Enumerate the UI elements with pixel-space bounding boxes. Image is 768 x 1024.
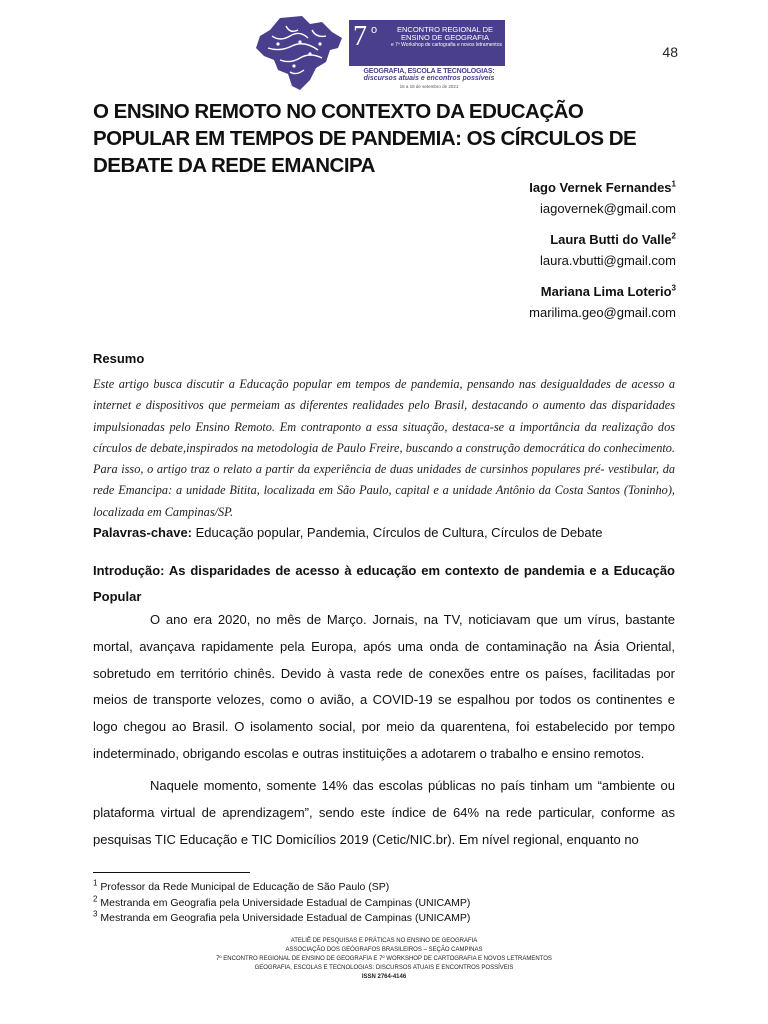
keywords-label: Palavras-chave: xyxy=(93,525,193,540)
section-heading: Introdução: As disparidades de acesso à educação em contexto de pandemia e a Educação Popular xyxy=(93,563,675,604)
footer-line: GEOGRAFIA, ESCOLAS E TECNOLOGIAS: DISCURSOS ATUAIS E ENCONTROS POSSÍVEIS xyxy=(254,965,514,971)
body-paragraph: O ano era 2020, no mês de Março. Jornais, na TV, noticiavam que um vírus, bastante mortal, avançava rapidamente pela Europa, após uma onda de contaminação na Ásia Oriental, sobretudo em território chinês. Devido à vasta rede de conexões entre os países, facilitadas por meios de transporte velozes, como o avião, a COVID-19 se espalhou por todos os continentes e logo chegou ao Brasil. O isolamento social, por meio da quarentena, foi estabelecido por tempo indeterminado, obrigando escolas e outras instituições a adotarem o trabalho e ensino remotos. xyxy=(93,612,675,761)
author-email: laura.vbutti@gmail.com xyxy=(539,253,676,268)
event-logo-box xyxy=(349,20,505,66)
abstract-heading: Resumo xyxy=(93,351,145,366)
event-theme-line1: GEOGRAFIA, ESCOLA E TECNOLOGIAS: xyxy=(363,68,495,75)
footer-issn: ISSN 2764-4146 xyxy=(361,974,407,980)
event-title: ENCONTRO REGIONAL DE ENSINO DE GEOGRAFIA xyxy=(397,25,493,42)
event-dates: 16 a 18 de setembro de 2021 xyxy=(399,84,459,89)
author-name: Laura Butti do Valle$^2$ xyxy=(550,231,676,247)
footer-line: ASSOCIAÇÃO DOS GEÓGRAFOS BRASILEIROS – SEÇÃO CAMPINAS xyxy=(285,947,483,953)
footnotes xyxy=(93,880,470,927)
event-edition-number: 7 xyxy=(353,21,367,52)
event-theme-line2: discursos atuais e encontros possíveis xyxy=(363,75,495,82)
article-title: O ENSINO REMOTO NO CONTEXTO DA EDUCAÇÃO POPULAR EM TEMPOS DE PANDEMIA: OS CÍRCULOS DE DEBATE DA REDE EMANCIPA xyxy=(93,100,637,177)
author-name: Iago Vernek Fernandes$^1$ xyxy=(529,179,676,195)
event-edition-superscript: o xyxy=(371,24,378,36)
author-email: iagovernek@gmail.com xyxy=(539,201,676,216)
footer-line: 7º ENCONTRO REGIONAL DE ENSINO DE GEOGRAFIA E 7º WORKSHOP DE CARTOGRAFIA E NOVOS LETRAMENTOS xyxy=(216,956,552,962)
keywords-line xyxy=(93,525,675,540)
event-subtitle: e 7º Workshop de cartografia e novos letramentos xyxy=(391,42,502,48)
footnote: $^2$ Mestranda em Geografia pela Universidade Estadual de Campinas (UNICAMP) xyxy=(93,894,471,909)
keywords-text: Educação popular, Pandemia, Círculos de Cultura, Círculos de Debate xyxy=(192,525,603,540)
footnote-divider xyxy=(93,872,250,873)
page-footer xyxy=(0,937,768,982)
author-name: Mariana Lima Loterio$^3$ xyxy=(540,283,676,299)
footnote: $^1$ Professor da Rede Municipal de Educação de São Paulo (SP) xyxy=(93,878,390,893)
authors-block xyxy=(529,177,676,323)
brazil-map-logo-icon xyxy=(250,14,345,94)
page-number: 48 xyxy=(662,44,678,60)
abstract-text: Este artigo busca discutir a Educação popular em tempos de pandemia, pensando nas desigualdades de acesso a internet e dispositivos que permeiam as diferentes realidades pelo Brasil, destacando o aumento das disparidades impulsionadas pelo Ensino Remoto. Em contraponto a essa situação, destaca-se a importância da realização dos círculos de debate,inspirados na metodologia de Paulo Freire, buscando a construção democrática do conhecimento. Para isso, o artigo traz o relato a partir da experiência de duas unidades de cursinhos populares pré- vestibular, da rede Emancipa: a unidade Bitita, localizada em São Paulo, capital e a unidade Antônio da Costa Santos (Toninho), localizada em Campinas/SP. xyxy=(93,377,675,519)
footnote: $^3$ Mestranda em Geografia pela Universidade Estadual de Campinas (UNICAMP) xyxy=(93,909,471,924)
footer-line: ATELIÊ DE PESQUISAS E PRÁTICAS NO ENSINO DE GEOGRAFIA xyxy=(290,938,478,944)
body-paragraph: Naquele momento, somente 14% das escolas públicas no país tinham um “ambiente ou plataforma virtual de aprendizagem”, sendo este índice de 64% na rede particular, conforme as pesquisas TIC Educação e TIC Domicílios 2019 (Cetic/NIC.br). Em nível regional, enquanto no xyxy=(93,778,675,847)
event-header xyxy=(250,12,520,92)
author-email: marilima.geo@gmail.com xyxy=(529,305,676,320)
